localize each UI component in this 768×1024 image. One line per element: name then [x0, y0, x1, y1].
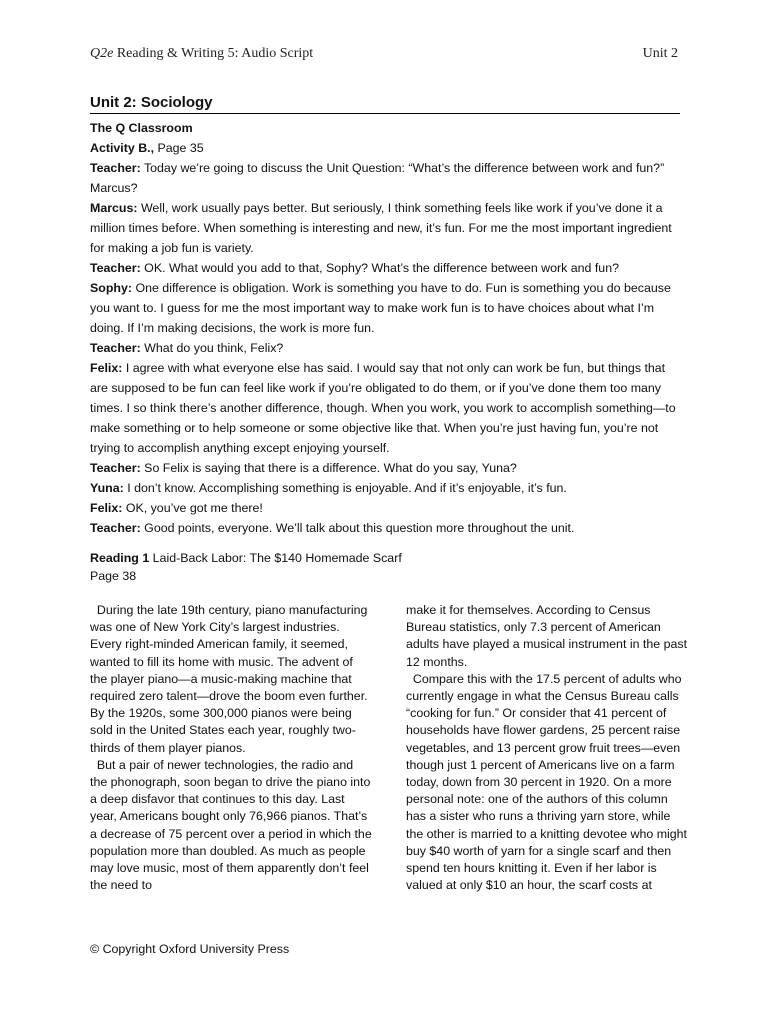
speaker: Teacher:: [90, 461, 141, 475]
reading-title: Laid-Back Labor: The $140 Homemade Scarf: [149, 551, 402, 565]
dialogue-line: [90, 278, 686, 338]
section-title: The Q Classroom: [90, 121, 193, 135]
paragraph: Compare this with the 17.5 percent of adults who currently engage in what the Census Bureau calls “cooking for fun.” Or consider that 41 percent of households have flower gardens, 25 percent raise vegetables, and 13 percent grow fruit trees—even though just 1 percent of Americans live on a farm today, down from 30 percent in 1920. On a more personal note: one of the authors of this column has a sister who runs a thriving yarn store, while the other is married to a knitting devotee who might buy $40 worth of yarn for a single scarf and then spend ten hours knitting it. Even if her labor is valued at only $10 an hour, the scarf costs at: [406, 671, 688, 893]
header-subtitle: Reading & Writing 5: Audio Script: [113, 46, 314, 61]
utterance: Well, work usually pays better. But seriously, I think something feels like work if you’ve done it a million times before. When something is interesting and new, it’s fun. For me the most important ingredient for making a job fun is variety.: [90, 201, 672, 255]
activity-page: Page 35: [154, 141, 204, 155]
copyright-footer: © Copyright Oxford University Press: [90, 942, 290, 956]
utterance: So Felix is saying that there is a difference. What do you say, Yuna?: [140, 461, 517, 475]
reading-label: Reading 1: [90, 551, 150, 565]
dialogue-line: [90, 158, 686, 198]
speaker: Teacher:: [90, 521, 141, 535]
unit-title: Unit 2: Sociology: [90, 94, 680, 114]
utterance: Good points, everyone. We’ll talk about this question more throughout the unit.: [140, 521, 575, 535]
utterance: Today we’re going to discuss the Unit Question: “What’s the difference between work and fun?” Marcus?: [90, 161, 665, 195]
utterance: One difference is obligation. Work is something you have to do. Fun is something you do because you want to. I guess for me the most important way to make work fun is to have choices about what I’m doing. If I’m making decisions, the work is more fun.: [90, 281, 671, 335]
reading-title-line: [90, 549, 402, 567]
audio-script: [90, 118, 686, 538]
activity-label: Activity B.,: [90, 141, 155, 155]
speaker: Teacher:: [90, 161, 141, 175]
utterance: I agree with what everyone else has said. I would say that not only can work be fun, but things that are supposed to be fun can feel like work if you’re obligated to do them, or if you’ve done them too many times. I so think there’s another difference, though. When you work, you work to accomplish something—to make something or to help someone or some objective like that. When you’re just having fun, you’re not trying to accomplish anything except enjoying yourself.: [90, 361, 676, 455]
paragraph: But a pair of newer technologies, the radio and the phonograph, soon began to drive the piano into a deep disfavor that continues to this day. Last year, Americans bought only 76,966 pianos. That’s a decrease of 75 percent over a period in which the population more than doubled. As much as people may love music, most of them apparently don’t feel the need to: [90, 757, 372, 893]
utterance: What do you think, Felix?: [140, 341, 284, 355]
utterance: OK, you’ve got me there!: [122, 501, 263, 515]
speaker: Marcus:: [90, 201, 138, 215]
dialogue-line: [90, 358, 686, 458]
utterance: OK. What would you add to that, Sophy? What’s the difference between work and fun?: [140, 261, 619, 275]
speaker: Teacher:: [90, 341, 141, 355]
speaker: Felix:: [90, 361, 123, 375]
activity-line: [90, 138, 686, 158]
series-name: Q2e: [90, 46, 114, 61]
speaker: Teacher:: [90, 261, 141, 275]
dialogue-line: [90, 498, 686, 518]
speaker: Felix:: [90, 501, 123, 515]
reading-column-right: [406, 602, 688, 894]
dialogue-line: [90, 338, 686, 358]
reading-page: Page 38: [90, 569, 137, 583]
utterance: I don’t know. Accomplishing something is enjoyable. And if it’s enjoyable, it’s fun.: [123, 481, 567, 495]
dialogue-line: [90, 458, 686, 478]
dialogue-line: [90, 258, 686, 278]
reading-heading: [90, 549, 402, 585]
paragraph: make it for themselves. According to Census Bureau statistics, only 7.3 percent of American adults have played a musical instrument in the past 12 months.: [406, 603, 688, 669]
dialogue-line: [90, 478, 686, 498]
reading-column-left: [90, 602, 372, 894]
running-header-title: [90, 46, 313, 62]
paragraph: During the late 19th century, piano manufacturing was one of New York City’s largest industries. Every right-minded American family, it seemed, wanted to fill its home with music. The advent of the player piano—a music-making machine that required zero talent—drove the boom even further. By the 1920s, some 300,000 pianos were being sold in the United States each year, roughly two-thirds of them player pianos.: [90, 603, 368, 755]
speaker: Sophy:: [90, 281, 132, 295]
speaker: Yuna:: [90, 481, 124, 495]
dialogue-line: [90, 198, 686, 258]
dialogue-line: [90, 518, 686, 538]
running-header-unit: Unit 2: [642, 46, 678, 61]
